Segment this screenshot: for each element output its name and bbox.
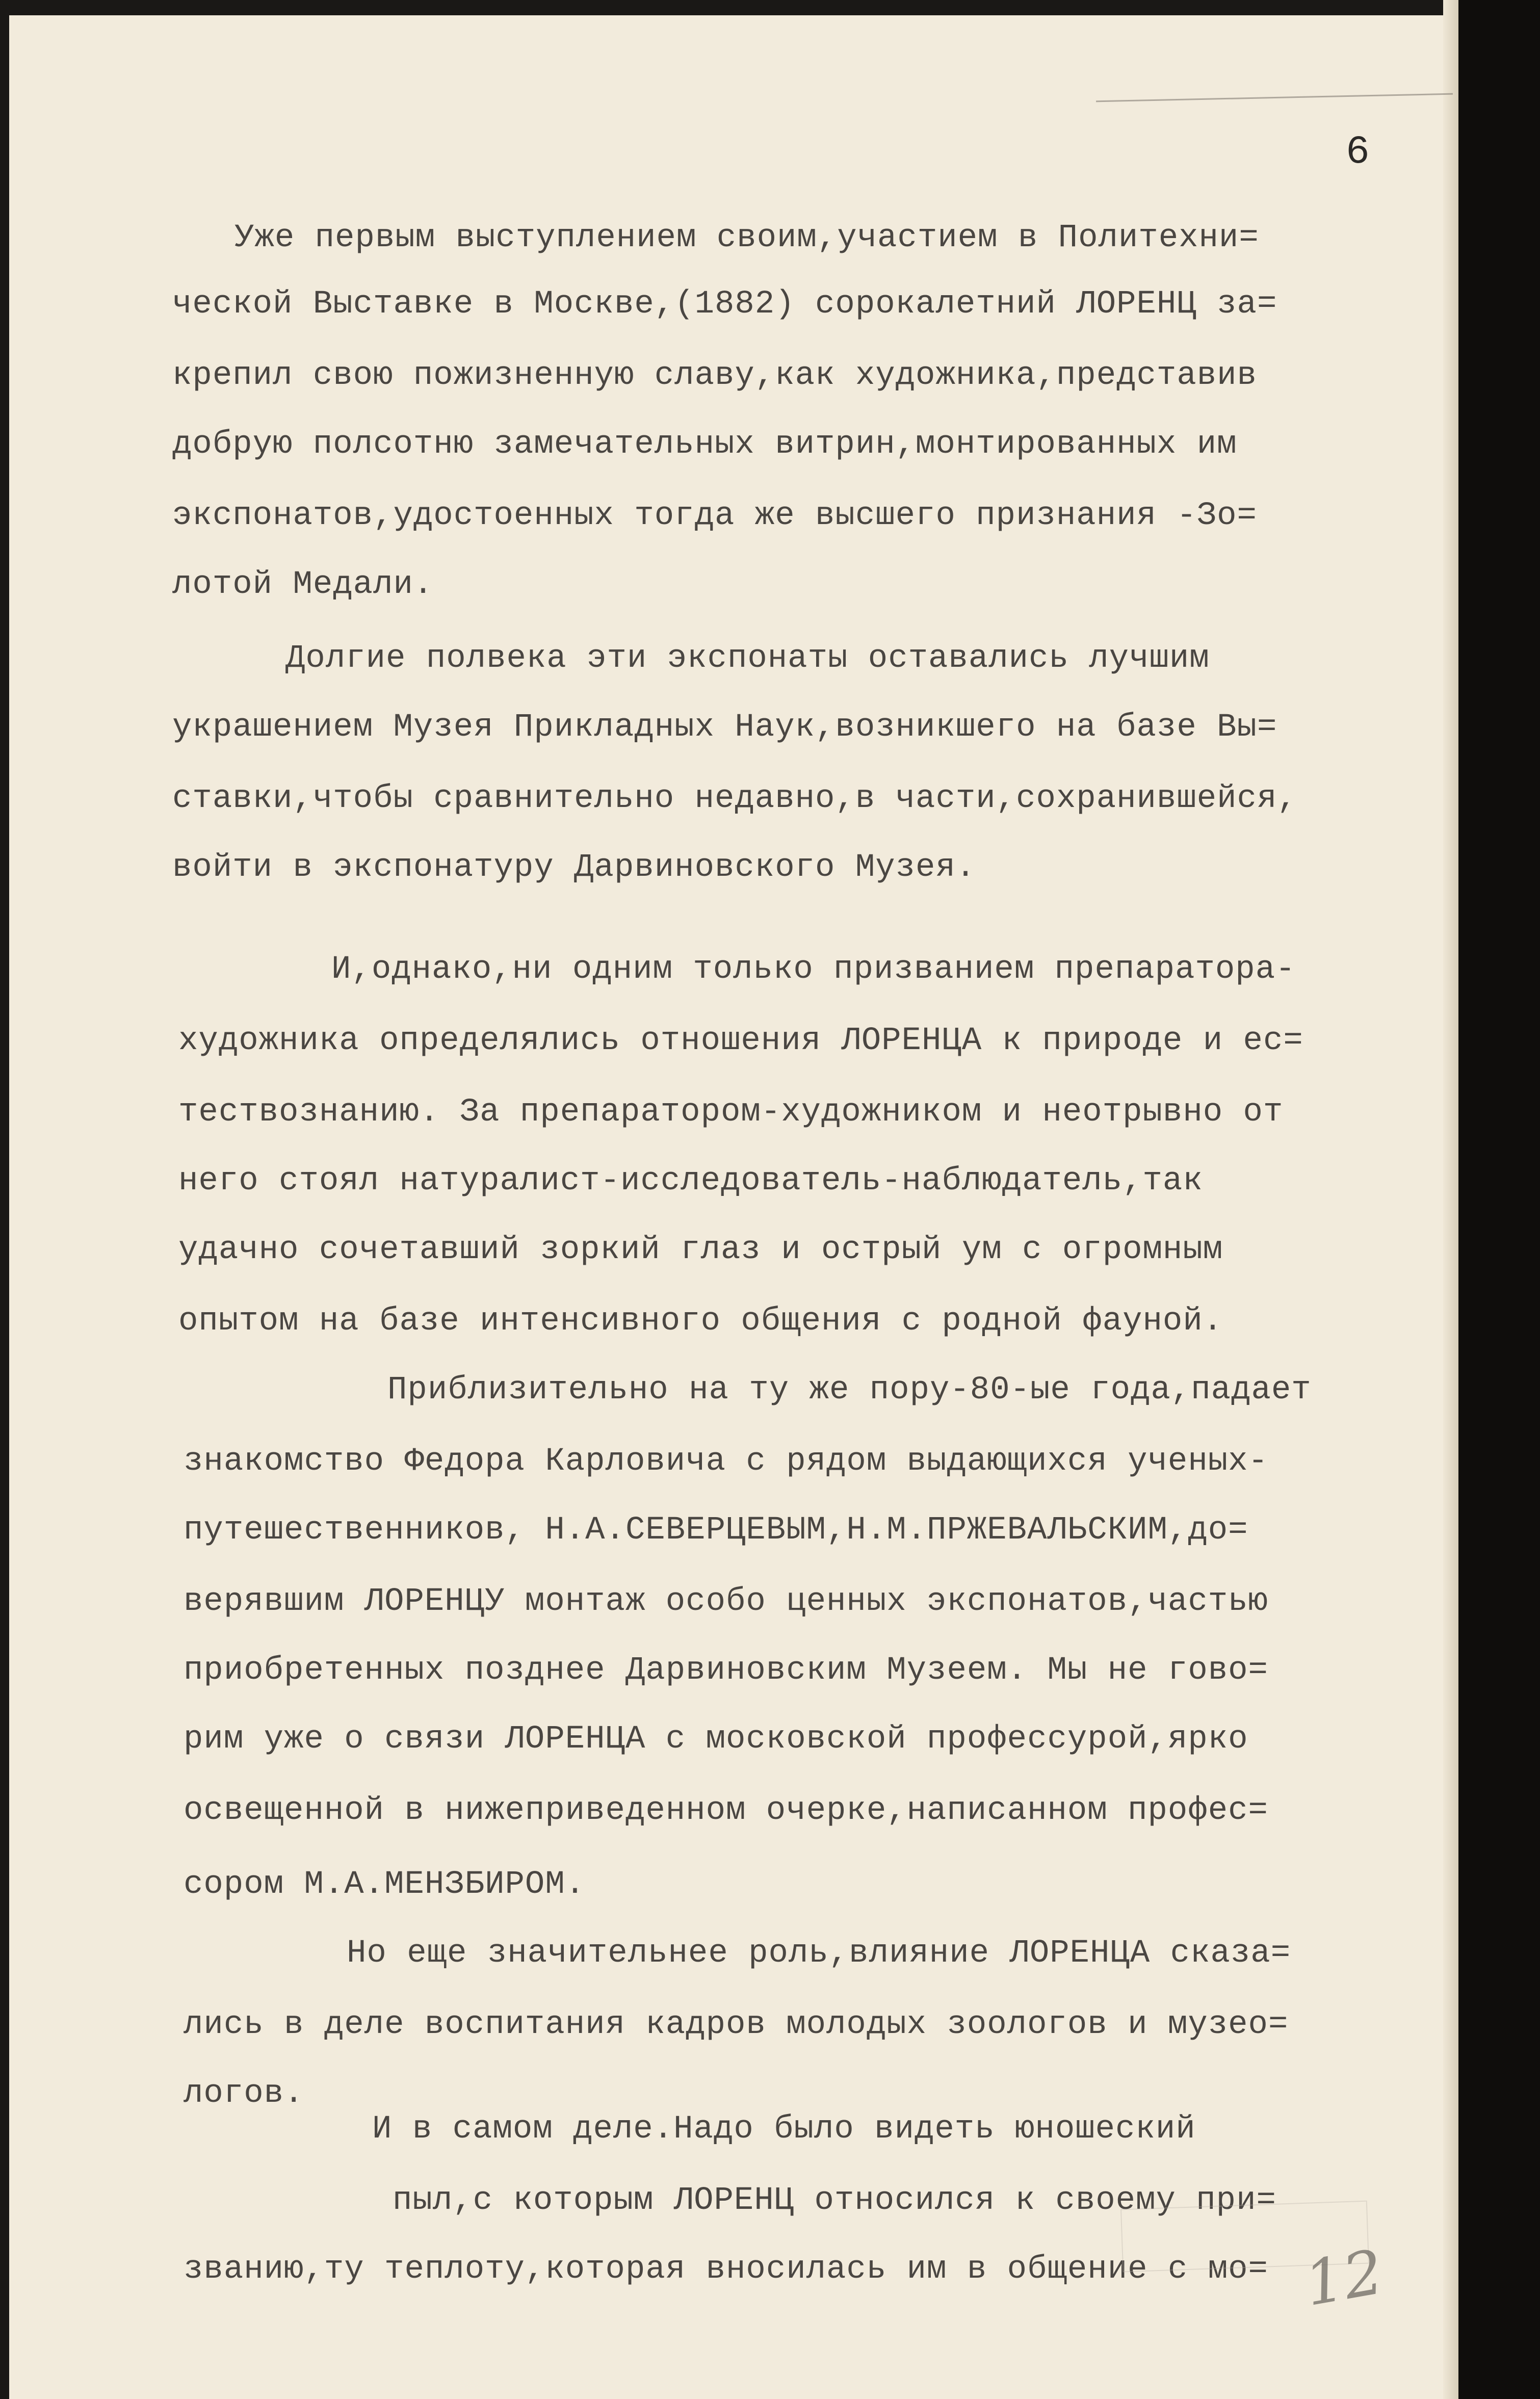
text-line: ставки,чтобы сравнительно недавно,в части,сохранившейся, xyxy=(172,780,1297,817)
text-line: сором М.А.МЕНЗБИРОМ. xyxy=(184,1866,586,1903)
pencil-line xyxy=(1096,93,1453,102)
text-line: украшением Музея Прикладных Наук,возникшего на базе Вы= xyxy=(172,709,1277,746)
text-line: тествознанию. За препаратором-художником и неотрывно от xyxy=(178,1094,1284,1131)
text-line: художника определялись отношения ЛОРЕНЦА к природе и ес= xyxy=(178,1023,1303,1059)
text-line: знакомство Федора Карловича с рядом выдающихся ученых- xyxy=(184,1443,1268,1480)
text-line: логов. xyxy=(184,2075,304,2112)
text-line: освещенной в нижеприведенном очерке,написанном профес= xyxy=(184,1792,1268,1829)
text-line: путешественников, Н.А.СЕВЕРЦЕВЫМ,Н.М.ПРЖЕВАЛЬСКИМ,до= xyxy=(184,1512,1248,1549)
text-line: Долгие полвека эти экспонаты оставались лучшим xyxy=(285,640,1210,677)
text-line: приобретенных позднее Дарвиновским Музеем. Мы не гово= xyxy=(184,1652,1268,1689)
paper-edge xyxy=(1443,0,1458,2399)
text-line: Но еще значительнее роль,влияние ЛОРЕНЦА сказа= xyxy=(347,1935,1291,1972)
text-line: Уже первым выступлением своим,участием в Политехни= xyxy=(234,220,1259,256)
text-line: добрую полсотню замечательных витрин,монтированных им xyxy=(172,426,1237,463)
text-line: рим уже о связи ЛОРЕНЦА с московской профессурой,ярко xyxy=(184,1721,1248,1758)
text-line: пыл,с которым ЛОРЕНЦ относился к своему при= xyxy=(393,2182,1276,2219)
page-number: 6 xyxy=(1346,130,1370,175)
text-line: опытом на базе интенсивного общения с родной фауной. xyxy=(178,1303,1223,1340)
text-line: экспонатов,удостоенных тогда же высшего признания -Зо= xyxy=(172,498,1257,534)
text-line: верявшим ЛОРЕНЦУ монтаж особо ценных экспонатов,частью xyxy=(184,1583,1268,1620)
text-line: войти в экспонатуру Дарвиновского Музея. xyxy=(172,849,976,886)
text-line: него стоял натуралист-исследователь-наблюдатель,так xyxy=(178,1163,1203,1200)
text-line: крепил свою пожизненную славу,как художника,представив xyxy=(172,357,1257,394)
scan-border-top xyxy=(0,0,1540,15)
text-line: ческой Выставке в Москве,(1882) сорокалетний ЛОРЕНЦ за= xyxy=(172,286,1277,323)
text-line: Приблизительно на ту же пору-80-ые года,падает xyxy=(387,1372,1312,1409)
scan-border-left xyxy=(0,0,9,2399)
text-line: лотой Медали. xyxy=(172,566,434,603)
pencil-folio-mark: 12 xyxy=(1299,2236,1389,2320)
text-line: И в самом деле.Надо было видеть юношеский xyxy=(372,2111,1196,2148)
text-line: лись в деле воспитания кадров молодых зоологов и музео= xyxy=(184,2006,1289,2043)
text-line: удачно сочетавший зоркий глаз и острый ум с огромным xyxy=(178,1232,1223,1268)
text-line: И,однако,ни одним только призванием препаратора- xyxy=(331,951,1296,988)
scan-border-right xyxy=(1458,0,1540,2399)
text-line: званию,ту теплоту,которая вносилась им в общение с мо= xyxy=(184,2251,1268,2288)
